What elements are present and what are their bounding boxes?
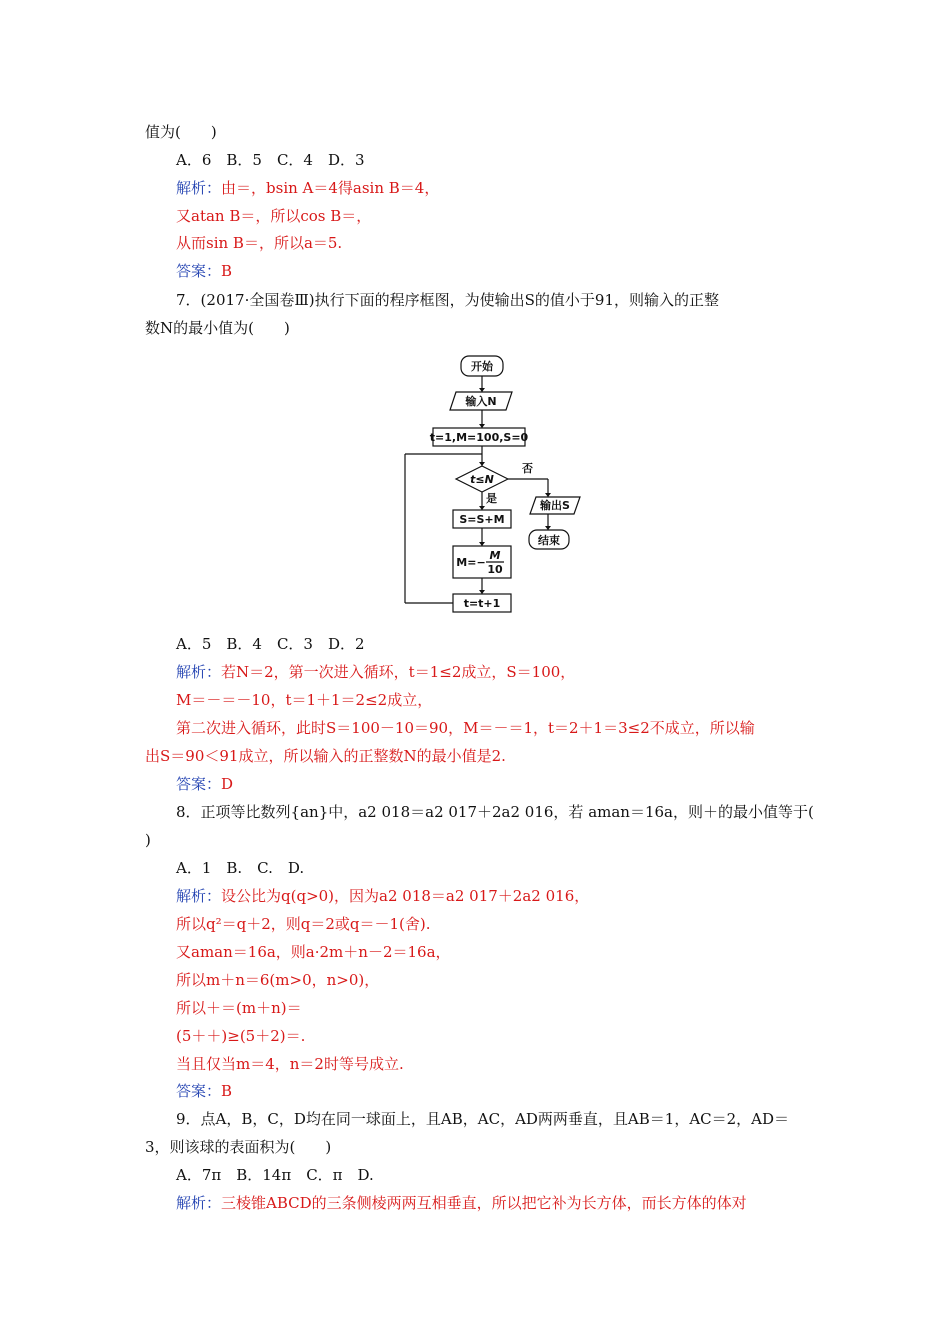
- flow-start-label: 开始: [471, 360, 493, 373]
- q8-solution-line5: 所以＋＝(m＋n)＝: [176, 999, 302, 1017]
- q8-stem-line1: 8．正项等比数列{an}中，a2 018＝a2 017＋2a2 016，若 aman＝16a，则＋的最小值等于(: [176, 803, 814, 821]
- q8-options: A．1 B. C. D.: [176, 859, 305, 877]
- q9-stem-line1: 9．点A，B，C，D均在同一球面上，且AB，AC，AD两两垂直，且AB＝1，AC＝2，AD＝: [176, 1110, 790, 1128]
- flow-output-label: 输出S: [540, 499, 570, 512]
- solution-label: 解析：: [176, 663, 222, 681]
- flow-step1-label: S=S+M: [459, 513, 505, 526]
- q8-solution-line1: [176, 886, 589, 906]
- flow-no-label: 否: [522, 462, 533, 475]
- solution-text: 三棱锥ABCD的三条侧棱两两互相垂直，所以把它补为长方体，而长方体的体对: [221, 1194, 747, 1212]
- q8-answer: [176, 1081, 232, 1101]
- q8-solution-line4: 所以m＋n＝6(m>0，n>0)，: [176, 971, 380, 989]
- q8-solution-line7: 当且仅当m＝4，n＝2时等号成立.: [176, 1055, 404, 1073]
- flow-step2-numerator: M: [489, 549, 501, 562]
- q9-solution-line1: [176, 1193, 747, 1213]
- flow-end-label: 结束: [538, 534, 560, 547]
- q7-solution-line1: [176, 662, 575, 682]
- flow-step3-label: t=t+1: [463, 597, 501, 610]
- answer-value: D: [221, 775, 234, 793]
- flow-step2-label: M=−: [456, 556, 486, 569]
- flow-input-label: 输入N: [465, 395, 497, 408]
- q6-options: A．6 B．5 C．4 D．3: [176, 151, 365, 169]
- q9-options: A．7π B．14π C．π D.: [176, 1166, 374, 1184]
- flow-init-label: t=1,M=100,S=0: [429, 431, 529, 444]
- solution-text: 若N＝2，第一次进入循环，t＝1≤2成立，S＝100，: [221, 663, 576, 681]
- q8-solution-line6: (5＋＋)≥(5＋2)＝.: [176, 1027, 306, 1045]
- q7-stem-line2: 数N的最小值为( ): [145, 319, 290, 337]
- q7-solution-line2: M＝－＝－10，t＝1＋1＝2≤2成立，: [176, 691, 433, 709]
- solution-label: 解析：: [176, 179, 222, 197]
- flow-condition-label: t≤N: [470, 473, 494, 486]
- q7-stem-line1: 7．(2017·全国卷Ⅲ)执行下面的程序框图，为使输出S的值小于91，则输入的正整: [176, 291, 720, 309]
- q8-solution-line3: 又aman＝16a，则a·2m＋n－2＝16a，: [176, 943, 451, 961]
- answer-label: 答案：: [176, 1082, 222, 1100]
- flow-yes-label: 是: [486, 492, 497, 505]
- q6-solution-line2: 又atan B＝，所以cos B＝，: [176, 207, 372, 225]
- q9-stem-line2: 3，则该球的表面积为( ): [145, 1138, 332, 1156]
- q7-solution-line4: 出S＝90＜91成立，所以输入的正整数N的最小值是2.: [145, 747, 506, 765]
- answer-label: 答案：: [176, 262, 222, 280]
- q8-stem-line2: ): [145, 831, 151, 849]
- solution-text: 由＝，bsin A＝4得asin B＝4，: [221, 179, 440, 197]
- q7-answer: [176, 774, 233, 794]
- q6-tail: 值为( ): [145, 123, 217, 141]
- q7-options: A．5 B．4 C．3 D．2: [176, 635, 365, 653]
- answer-value: B: [221, 262, 233, 280]
- q7-solution-line3: 第二次进入循环，此时S＝100－10＝90，M＝－＝1，t＝2＋1＝3≤2不成立，所以输: [176, 719, 755, 737]
- q6-answer: [176, 261, 232, 281]
- q6-solution-line3: 从而sin B＝，所以a＝5.: [176, 234, 343, 252]
- answer-value: B: [221, 1082, 233, 1100]
- answer-label: 答案：: [176, 775, 222, 793]
- solution-text: 设公比为q(q>0)，因为a2 018＝a2 017＋2a2 016，: [221, 887, 590, 905]
- solution-label: 解析：: [176, 1194, 222, 1212]
- solution-label: 解析：: [176, 887, 222, 905]
- q8-solution-line2: 所以q²＝q＋2，则q＝2或q＝－1(舍).: [176, 915, 431, 933]
- q6-solution-line1: [176, 178, 439, 198]
- flowchart: [400, 352, 590, 614]
- flow-step2-denominator: 10: [487, 563, 503, 576]
